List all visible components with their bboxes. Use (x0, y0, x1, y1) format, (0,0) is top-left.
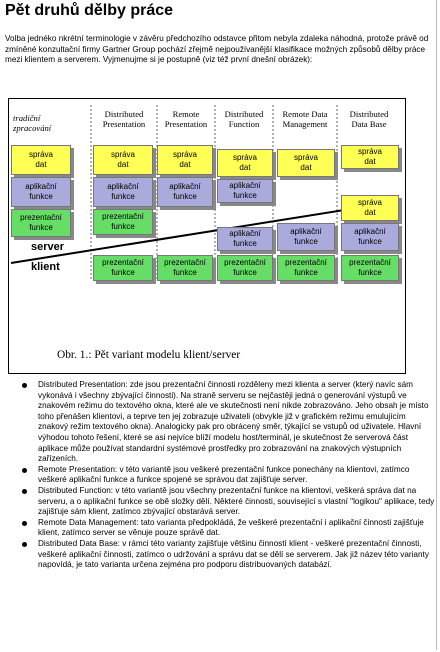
list-item: Distributed Function: v této variantě jsou všechny prezentační funkce na klientovi, veškerá správa dat na serveru, a o aplikační funkce se obě složky dělí. Některé činnosti, související s vlastní "logikou" aplikace, tedy zajišťuje sám klient, zatímco zbývající obstarává server. (22, 486, 436, 518)
box-aplikacni-funkce-client: aplikační funkce (341, 223, 399, 251)
client-server-figure (8, 98, 406, 374)
list-item: Distributed Data Base: v rámci této varianty zajišťuje většinu činností klient - veškeré prezentační činnosti, veškeré aplikační činnosti, zatímco o udržování a správu dat se dělí se serverem. Jak již název této varianty napovídá, je tato varianta určena zejména pro podporu distribuovaných databází. (22, 539, 436, 571)
server-label: server (31, 241, 65, 253)
variant-list (22, 380, 436, 571)
column-head-distributed-data-base: Distributed Data Base (349, 109, 389, 129)
intro-paragraph: Volba jednéko nkrétní terminologie v závěru předchozího odstavce přitom nebyla zdaleka náhodná, protože právě od zmíněné konzultační firmy Gartner Group pochází zřejmě nejpoužívanější klasifikace možných způsobů dělby práce mezi klientem a serverem. Vyjmenujme si je postupně (viz též první dnešní obrázek): (5, 34, 429, 65)
box-aplikacni-funkce-client: aplikační funkce (277, 223, 335, 251)
figure-caption: Obr. 1.: Pět variant modelu klient/server (57, 349, 241, 361)
box-sprava-dat: správa dat (341, 145, 399, 169)
box-aplikacni-funkce: aplikační funkce (217, 179, 273, 203)
box-sprava-dat: správa dat (277, 149, 335, 177)
column-head-traditional: tradiční zpracování (13, 113, 52, 133)
box-aplikacni-funkce-client: aplikační funkce (217, 227, 273, 251)
document-page (2, 0, 437, 650)
column-head-distributed-function: Distributed Function (224, 109, 264, 129)
box-prezentacni-funkce-client: prezentační funkce (157, 255, 213, 281)
column-head-remote-presentation: Remote Presentation (164, 109, 208, 129)
box-prezentacni-funkce: prezentační funkce (93, 209, 153, 235)
box-sprava-dat: správa dat (93, 145, 153, 175)
box-aplikacni-funkce: aplikační funkce (157, 177, 213, 207)
box-aplikacni-funkce: aplikační funkce (93, 177, 153, 207)
column-head-distributed-presentation: Distributed Presentation (102, 109, 146, 129)
page-title: Pět druhů dělby práce (5, 2, 174, 19)
box-prezentacni-funkce-client: prezentační funkce (93, 255, 153, 281)
box-prezentacni-funkce-client: prezentační funkce (341, 255, 399, 281)
column-head-remote-data-management: Remote Data Management (282, 109, 328, 129)
box-sprava-dat: správa dat (11, 145, 71, 175)
box-sprava-dat: správa dat (157, 145, 213, 175)
box-aplikacni-funkce: aplikační funkce (11, 177, 71, 207)
box-sprava-dat: správa dat (217, 149, 273, 177)
list-item: Distributed Presentation: zde jsou prezentační činnosti rozděleny mezi klienta a server (který navíc sám vykonává i všechny zbývající činnosti). Na straně serveru se nejčastěji jedná o generování výstupů ve znakovém režimu do textového okna, které ale ve skutečnosti není nikde zobrazováno. Jeho obsah je místo toho přenášen klientovi, a teprve ten jej zobrazuje uživateli (obvykle již v grafickém režimu emulujícím znakový režim textového okna). Analogicky pak pro obrácený směr, týkající se vstupů od uživatele. Hlavní výhodou tohoto řešení, které se asi nejvíce blíží modelu host/terminál, je skutečnost že serverová část aplikace může používat standardní systémové prostředky pro zobrazování na znakových výstupních zařízeních. (22, 380, 436, 465)
box-prezentacni-funkce-client: prezentační funkce (277, 255, 335, 281)
box-sprava-dat-client: správa dat (341, 195, 399, 221)
box-prezentacni-funkce-client: prezentační funkce (217, 255, 273, 281)
list-item: Remote Presentation: v této variantě jsou veškeré prezentační funkce ponechány na klientovi, zatímco veškeré aplikační funkce a funkce spojené se správou dat zajišťuje server. (22, 465, 436, 486)
list-item: Remote Data Management: tato varianta předpokládá, že veškeré prezentační i aplikační činnosti zajišťuje klient, zatímco server se věnuje pouze správě dat. (22, 518, 436, 539)
box-prezentacni-funkce: prezentační funkce (11, 209, 71, 237)
client-label: klient (31, 261, 60, 273)
